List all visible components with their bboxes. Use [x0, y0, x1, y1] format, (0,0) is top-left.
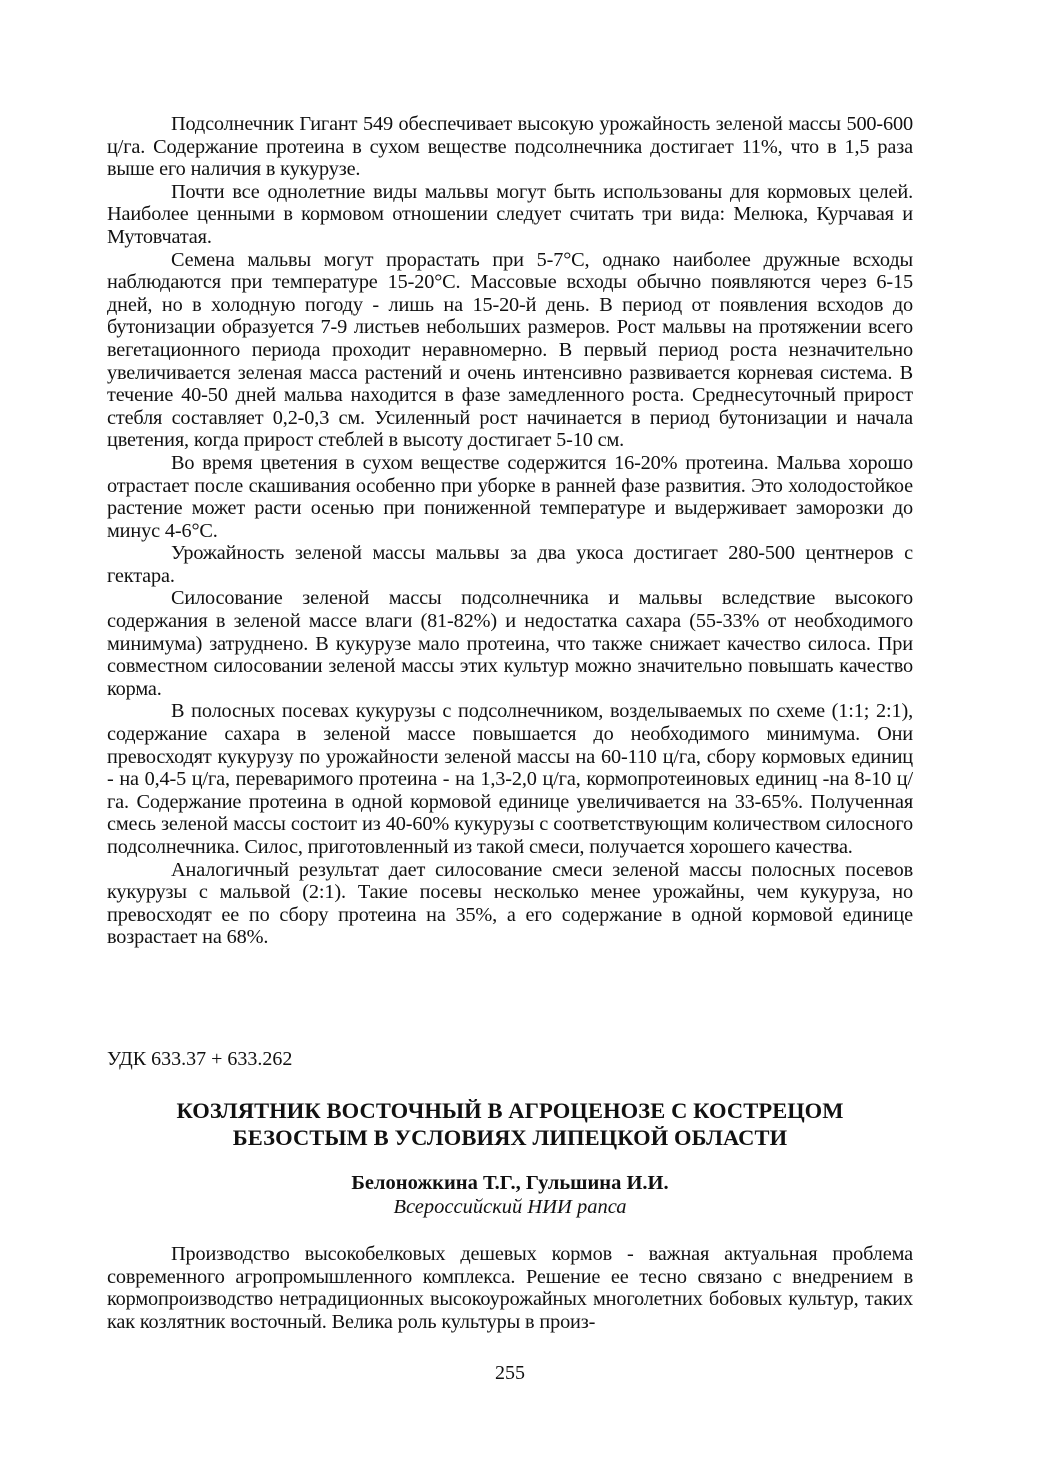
paragraph: Урожайность зеленой массы мальвы за два укоса достигает 280-500 центнеров с гектара. — [107, 542, 913, 587]
article-body — [107, 1243, 913, 1333]
udk-code: УДК 633.37 + 633.262 — [107, 1048, 293, 1070]
paragraph: Во время цветения в сухом веществе содержится 16-20% протеина. Мальва хорошо отрастает после скашивания особенно при уборке в ранней фазе развития. Это холодостойкое растение может расти осенью при пониженной температуре и выдерживает заморозки до минус 4-6°С. — [107, 451, 913, 542]
article-title-line: БЕЗОСТЫМ В УСЛОВИЯХ ЛИПЕЦКОЙ ОБЛАСТИ — [232, 1125, 788, 1150]
article-title-line: КОЗЛЯТНИК ВОСТОЧНЫЙ В АГРОЦЕНОЗЕ С КОСТРЕЦОМ — [176, 1098, 844, 1123]
paragraph: Семена мальвы могут прорастать при 5-7°С, однако наиболее дружные всходы наблюдаются при температуре 15-20°С. Массовые всходы обычно появляются через 6-15 дней, но в холодную погоду - лишь на 15-20-й день. В период от появления всходов до бутонизации образуется 7-9 листьев небольших размеров. Рост мальвы на протяжении всего вегетационного периода проходит неравномерно. В первый период роста незначительно увеличивается зеленая масса растений и очень интенсивно развивается корневая система. В течение 40-50 дней мальва находится в фазе замедленного роста. Среднесуточный прирост стебля составляет 0,2-0,3 см. Усиленный рост начинается в период бутонизации и начала цветения, когда прирост стеблей в высоту достигает 5-10 см. — [107, 248, 913, 452]
paragraph: Аналогичный результат дает силосование смеси зеленой массы полосных посевов кукурузы с мальвой (2:1). Такие посевы несколько менее урожайны, чем кукуруза, но превосходят ее по сбору протеина на 35%, а его содержание в одной кормовой единице возрастает на 68%. — [107, 858, 913, 949]
article-institute: Всероссийский НИИ рапса — [393, 1196, 627, 1218]
article-authors: Белоножкина Т.Г., Гульшина И.И. — [351, 1172, 669, 1194]
paragraph: Почти все однолетние виды мальвы могут быть использованы для кормовых целей. Наиболее ценными в кормовом отношении следует считать три вида: Мелюка, Курчавая и Мутовчатая. — [107, 180, 913, 248]
article-body-previous — [107, 113, 913, 949]
article-title — [107, 1097, 913, 1151]
paragraph: В полосных посевах кукурузы с подсолнечником, возделываемых по схеме (1:1; 2:1), содержание сахара в зеленой массе повышается до необходимого минимума. Они превосходят кукурузу по урожайности зеленой массы на 60-110 ц/га, сбору кормовых единиц - на 0,4-5 ц/га, переваримого протеина - на 1,3-2,0 ц/га, кормопротеиновых единиц -на 8-10 ц/га. Содержание протеина в одной кормовой единице увеличивается на 33-65%. Полученная смесь зеленой массы состоит из 40-60% кукурузы с соответствующим количеством силосного подсолнечника. Силос, приготовленный из такой смеси, получается хорошего качества. — [107, 700, 913, 858]
paragraph: Подсолнечник Гигант 549 обеспечивает высокую урожайность зеленой массы 500-600 ц/га. Содержание протеина в сухом веществе подсолнечника достигает 11%, что в 1,5 раза выше его наличия в кукурузе. — [107, 113, 913, 181]
paragraph: Силосование зеленой массы подсолнечника и мальвы вследствие высокого содержания в зеленой массе влаги (81-82%) и недостатка сахара (55-33% от необходимого минимума) затруднено. В кукурузе мало протеина, что также снижает качество силоса. При совместном силосовании зеленой массы этих культур можно значительно повышать качество корма. — [107, 587, 913, 700]
paragraph: Производство высокобелковых дешевых кормов - важная актуальная проблема современного агропромышленного комплекса. Решение ее тесно связано с внедрением в кормопроизводство нетрадиционных высокоурожайных многолетних бобовых культур, таких как козлятник восточный. Велика роль культуры в произ- — [107, 1243, 913, 1333]
page-number: 255 — [495, 1362, 525, 1384]
